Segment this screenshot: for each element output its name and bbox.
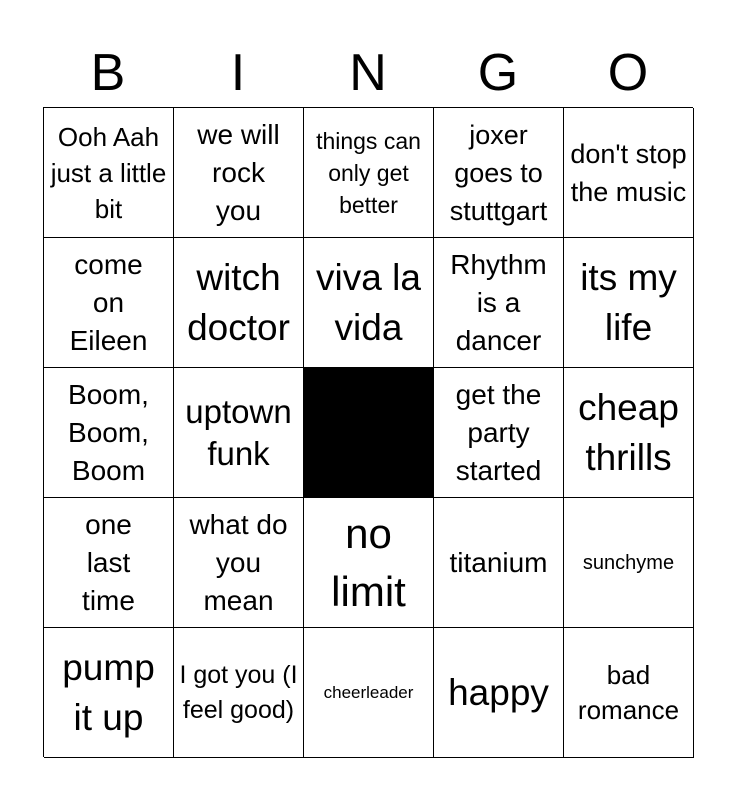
bingo-cell-r1c4[interactable] bbox=[434, 108, 564, 238]
bingo-cell-r2c4[interactable] bbox=[434, 238, 564, 368]
cell-label: its my life bbox=[580, 256, 677, 348]
bingo-cell-r3c4[interactable] bbox=[434, 368, 564, 498]
cell-label: Boom, Boom, Boom bbox=[68, 378, 149, 486]
bingo-header bbox=[43, 42, 693, 104]
cell-label: joxer goes to stuttgart bbox=[449, 119, 548, 226]
cell-label: one last time bbox=[82, 508, 135, 616]
bingo-cell-r4c1[interactable] bbox=[44, 498, 174, 628]
cell-label: bad romance bbox=[577, 659, 680, 725]
cell-label: I got you (I feel good) bbox=[179, 660, 298, 724]
cell-label: don't stop the music bbox=[570, 138, 687, 207]
cell-label: what do you mean bbox=[189, 508, 288, 616]
cell-label: we will rock you bbox=[197, 118, 280, 226]
cell-label: get the party started bbox=[455, 378, 542, 486]
bingo-cell-r1c3[interactable] bbox=[304, 108, 434, 238]
bingo-cell-r5c2[interactable] bbox=[174, 628, 304, 758]
bingo-cell-r1c2[interactable] bbox=[174, 108, 304, 238]
cell-label: cheerleader bbox=[323, 682, 414, 702]
cell-label: witch doctor bbox=[187, 256, 290, 348]
bingo-cell-r1c5[interactable] bbox=[564, 108, 694, 238]
cell-label: come on Eileen bbox=[69, 248, 148, 356]
free-space-cell[interactable] bbox=[304, 368, 434, 498]
bingo-cell-r4c4[interactable] bbox=[434, 498, 564, 628]
bingo-cell-r5c4[interactable] bbox=[434, 628, 564, 758]
bingo-cell-r2c3[interactable] bbox=[304, 238, 434, 368]
bingo-cell-r2c1[interactable] bbox=[44, 238, 174, 368]
bingo-grid bbox=[43, 107, 693, 757]
bingo-cell-r5c5[interactable] bbox=[564, 628, 694, 758]
bingo-cell-r3c1[interactable] bbox=[44, 368, 174, 498]
cell-label: no limit bbox=[331, 509, 406, 615]
bingo-cell-r4c2[interactable] bbox=[174, 498, 304, 628]
cell-label: cheap thrills bbox=[578, 386, 679, 478]
cell-label: uptown funk bbox=[185, 392, 292, 472]
cell-label: Rhythm is a dancer bbox=[450, 248, 547, 356]
header-letter-n: N bbox=[349, 44, 387, 102]
bingo-cell-r5c1[interactable] bbox=[44, 628, 174, 758]
cell-label: Ooh Aah just a little bit bbox=[50, 121, 167, 224]
bingo-cell-r4c5[interactable] bbox=[564, 498, 694, 628]
bingo-cell-r2c2[interactable] bbox=[174, 238, 304, 368]
bingo-cell-r2c5[interactable] bbox=[564, 238, 694, 368]
cell-label: titanium bbox=[449, 546, 548, 578]
cell-label: viva la vida bbox=[316, 256, 421, 348]
bingo-cell-r3c5[interactable] bbox=[564, 368, 694, 498]
header-letter-b: B bbox=[90, 44, 126, 102]
cell-label: things can only get better bbox=[316, 127, 421, 218]
cell-label: happy bbox=[448, 671, 549, 713]
header-letter-i: I bbox=[230, 44, 246, 102]
bingo-cell-r5c3[interactable] bbox=[304, 628, 434, 758]
cell-label: pump it up bbox=[62, 646, 155, 738]
header-letter-g: G bbox=[477, 44, 519, 102]
bingo-cell-r4c3[interactable] bbox=[304, 498, 434, 628]
header-letter-o: O bbox=[607, 44, 649, 102]
cell-label: sunchyme bbox=[582, 551, 675, 574]
bingo-cell-r3c2[interactable] bbox=[174, 368, 304, 498]
bingo-cell-r1c1[interactable] bbox=[44, 108, 174, 238]
